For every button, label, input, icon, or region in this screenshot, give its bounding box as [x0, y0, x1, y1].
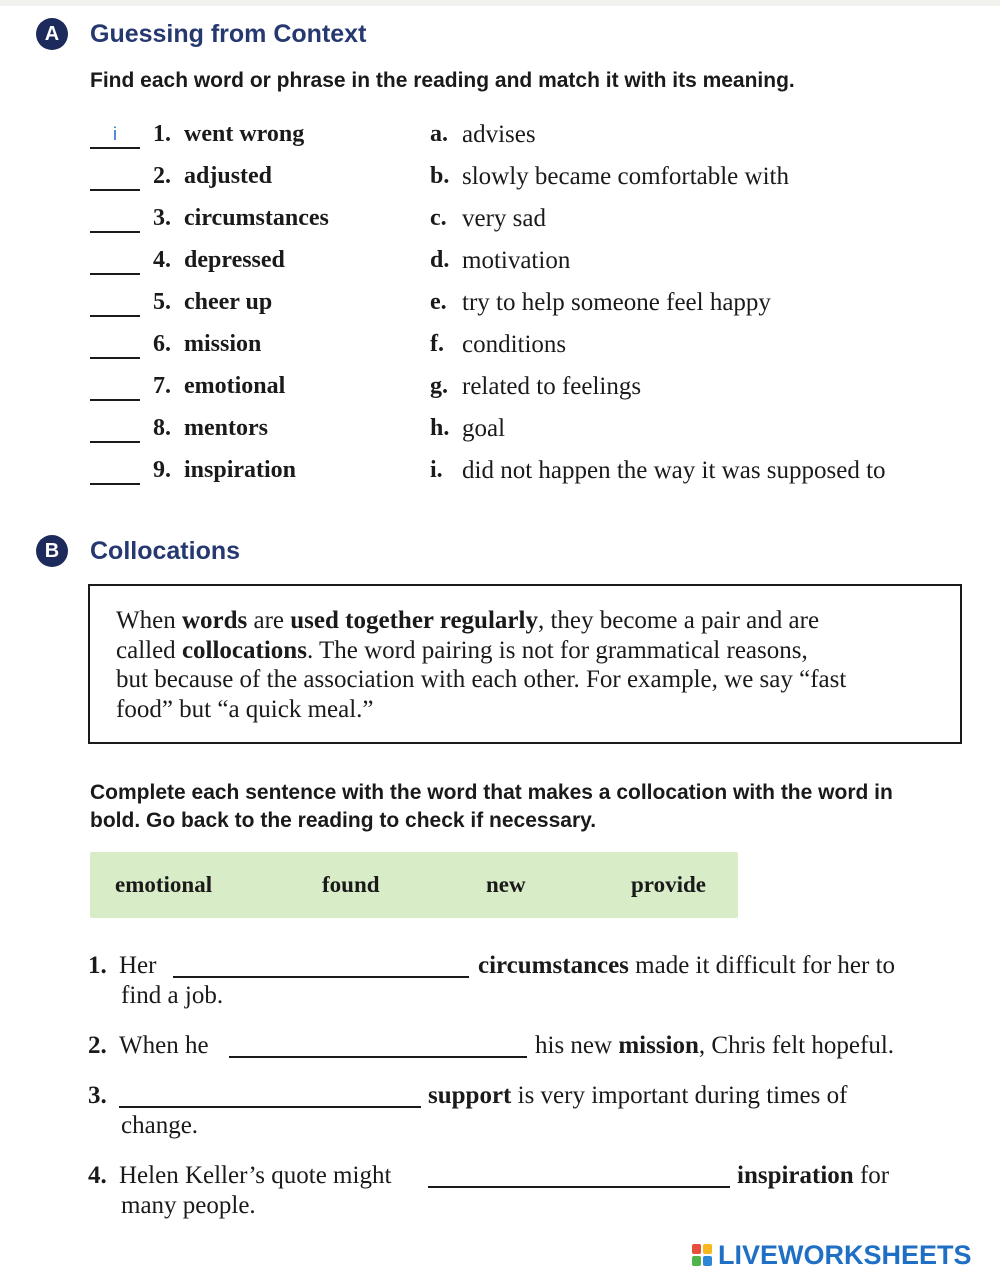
box-line-4: food” but “a quick meal.” [116, 695, 374, 723]
section-b-title: Collocations [90, 536, 241, 565]
instruction-line-2: bold. Go back to the reading to check if necessary. [90, 809, 597, 832]
answer-blank[interactable] [90, 163, 140, 191]
sentence-tail [737, 1162, 889, 1190]
definition-letter: e. [430, 289, 447, 315]
logo-square-red [692, 1244, 701, 1254]
box-bold: words [181, 607, 248, 634]
match-row [0, 415, 1000, 455]
section-a-badge: A [36, 18, 68, 50]
match-row [0, 205, 1000, 245]
match-row [0, 163, 1000, 203]
definition: very sad [462, 205, 546, 232]
definition: conditions [462, 331, 567, 358]
term-number: 9. [153, 457, 171, 483]
box-text: called [116, 636, 182, 664]
answer-blank[interactable] [90, 205, 140, 233]
match-row [0, 121, 1000, 161]
box-line-3: but because of the association with each other. For example, we say “fast [116, 666, 847, 693]
sentence-text: is very important during times of [511, 1082, 848, 1109]
definition: slowly became comfortable with [462, 163, 789, 190]
word-bank-word: provide [631, 872, 706, 897]
match-row [0, 289, 1000, 329]
answer-blank[interactable] [90, 247, 140, 275]
logo-square-green [692, 1256, 701, 1266]
answer-blank[interactable] [90, 121, 140, 149]
box-bold: collocations [181, 636, 307, 664]
term-number: 2. [153, 163, 171, 189]
sentence-text: Helen Keller’s quote might [119, 1162, 392, 1189]
match-row [0, 247, 1000, 287]
instruction-line-1: Complete each sentence with the word that makes a collocation with the word in [90, 781, 893, 804]
sentence-text: his new [535, 1032, 619, 1059]
answer-blank-line[interactable] [119, 1106, 421, 1108]
term: adjusted [184, 163, 273, 189]
box-text: When [116, 607, 182, 634]
section-b-header [36, 535, 240, 567]
word-bank [90, 852, 738, 918]
box-bold: used together regularly [290, 607, 538, 634]
term: emotional [184, 373, 286, 399]
term-number: 7. [153, 373, 171, 399]
definition-letter: i. [430, 457, 443, 483]
box-line-1 [116, 606, 930, 636]
answer-blank-line[interactable] [428, 1186, 730, 1188]
liveworksheets-logo[interactable] [692, 1240, 972, 1271]
logo-text: LIVEWORKSHEETS [718, 1240, 972, 1270]
section-a-title: Guessing from Context [90, 19, 367, 48]
definition-letter: h. [430, 415, 450, 441]
collocation-bold-word: mission [618, 1032, 699, 1059]
match-row [0, 373, 1000, 413]
term-number: 5. [153, 289, 171, 315]
liveworksheets-logo-icon [692, 1244, 714, 1268]
box-line-2 [116, 636, 930, 666]
sentence-number: 4. [88, 1162, 107, 1189]
definition: try to help someone feel happy [462, 289, 771, 316]
term: cheer up [184, 289, 273, 315]
sentence-text: , Chris felt hopeful. [698, 1032, 895, 1059]
sentence-continuation: many people. [121, 1192, 256, 1219]
definition-letter: c. [430, 205, 447, 231]
section-b-badge: B [36, 535, 68, 567]
word-bank-word: new [486, 872, 526, 897]
definition: did not happen the way it was supposed to [462, 457, 886, 484]
answer-blank-line[interactable] [229, 1056, 527, 1058]
definition-letter: d. [430, 247, 450, 273]
sentence-number: 2. [88, 1032, 107, 1059]
term-number: 6. [153, 331, 171, 357]
term: mentors [184, 415, 268, 441]
sentence-continuation: change. [121, 1112, 199, 1139]
box-text: , they become a pair and are [537, 607, 820, 634]
sentence-text: Her [119, 952, 157, 979]
term-number: 3. [153, 205, 171, 231]
answer-blank[interactable] [90, 457, 140, 485]
sentence-tail [478, 952, 895, 980]
term-number: 8. [153, 415, 171, 441]
logo-square-yellow [703, 1244, 712, 1254]
term-number: 1. [153, 121, 171, 147]
answer-blank[interactable] [90, 373, 140, 401]
definition-letter: a. [430, 121, 448, 147]
answer-blank[interactable] [90, 331, 140, 359]
collocation-bold-word: circumstances [478, 952, 629, 979]
answer-blank[interactable] [90, 415, 140, 443]
sentence-text: for [853, 1162, 890, 1189]
match-row [0, 331, 1000, 371]
term: went wrong [184, 121, 305, 147]
sentence-tail [535, 1032, 894, 1060]
box-text: . The word pairing is not for grammatical reasons, [306, 636, 808, 664]
collocation-definition-box [88, 584, 962, 744]
definition-letter: f. [430, 331, 444, 357]
box-text: are [247, 607, 291, 634]
top-rule [0, 0, 1000, 6]
sentence-continuation: find a job. [121, 982, 224, 1009]
sentence-number: 3. [88, 1082, 107, 1109]
term: inspiration [184, 457, 297, 483]
definition-letter: b. [430, 163, 450, 189]
section-b-instruction [90, 779, 893, 835]
definition: motivation [462, 247, 571, 274]
collocation-bold-word: support [428, 1082, 512, 1109]
definition: goal [462, 415, 506, 442]
section-a-header [36, 18, 366, 50]
word-bank-word: found [322, 872, 380, 897]
term: depressed [184, 247, 285, 273]
answer-blank[interactable] [90, 289, 140, 317]
collocation-bold-word: inspiration [737, 1162, 854, 1189]
sentence-text: made it difficult for her to [628, 952, 896, 979]
sentence-number: 1. [88, 952, 107, 979]
sentence-text: When he [119, 1032, 209, 1059]
definition: related to feelings [462, 373, 642, 400]
match-row [0, 457, 1000, 497]
sentence-tail [428, 1082, 847, 1110]
answer-blank-line[interactable] [173, 976, 469, 978]
logo-square-blue [703, 1256, 712, 1266]
definition-letter: g. [430, 373, 448, 399]
definition: advises [462, 121, 536, 148]
term: circumstances [184, 205, 329, 231]
word-bank-word: emotional [115, 872, 213, 897]
term: mission [184, 331, 262, 357]
section-a-instruction: Find each word or phrase in the reading and match it with its meaning. [90, 69, 795, 92]
term-number: 4. [153, 247, 171, 273]
answer-value: i [113, 124, 117, 144]
